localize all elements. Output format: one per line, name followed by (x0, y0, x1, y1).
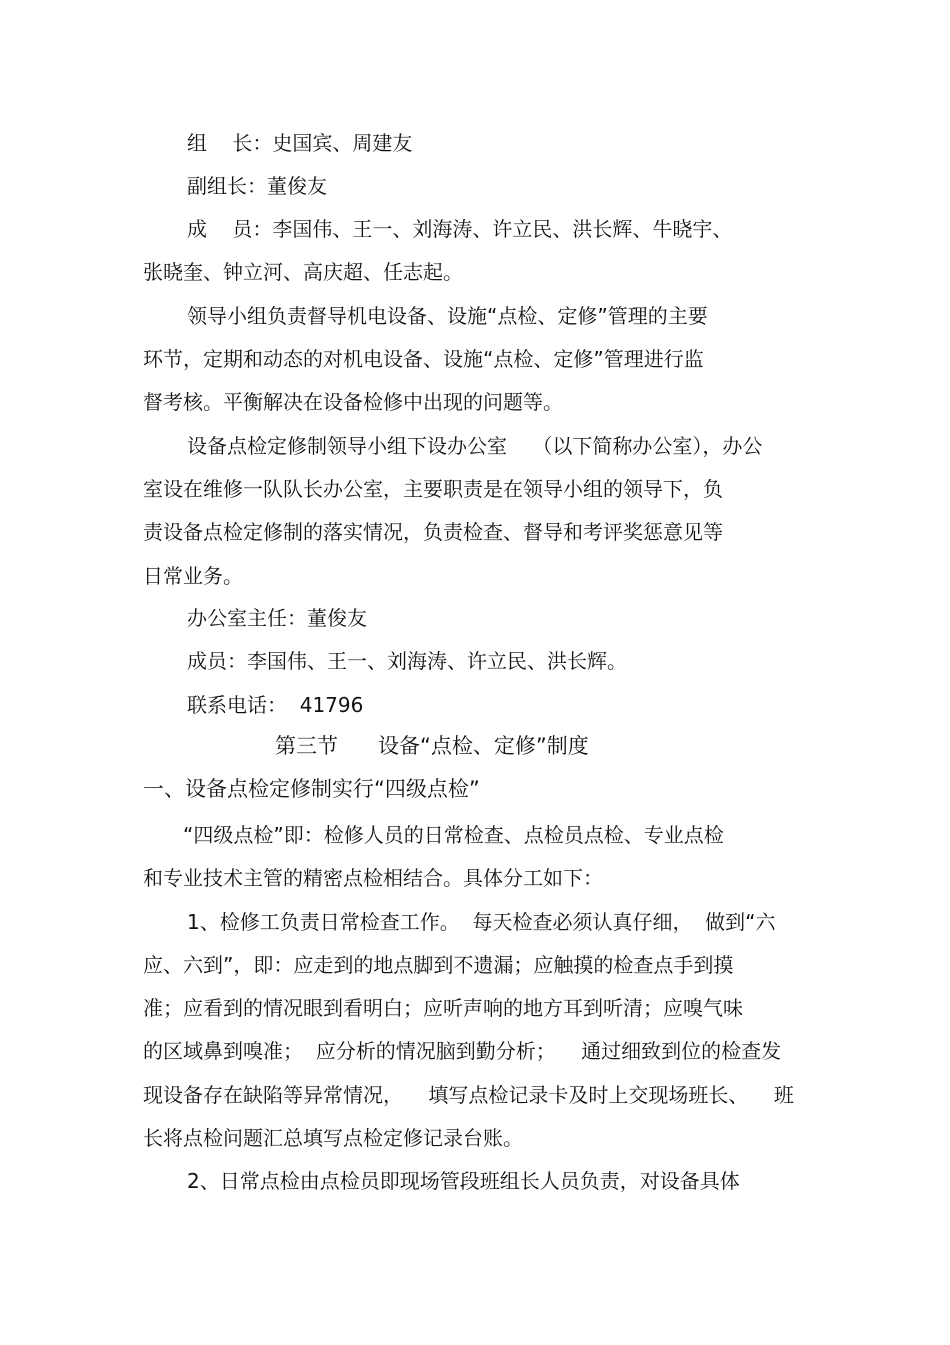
paragraph-line: “四级点检”即：检修人员的日常检查、点检员点检、专业点检 (183, 823, 724, 847)
paragraph-line: 现设备存在缺陷等异常情况， 填写点检记录卡及时上交现场班长、 班 (143, 1083, 794, 1107)
office-director-line: 办公室主任：董俊友 (187, 606, 367, 630)
paragraph-line: 日常业务。 (143, 564, 243, 588)
paragraph-line: 和专业技术主管的精密点检相结合。具体分工如下： (143, 866, 603, 890)
section-heading: 第三节 设备“点检、定修”制度 (275, 734, 589, 758)
paragraph-line: 设备点检定修制领导小组下设办公室 （以下简称办公室），办公 (187, 434, 763, 458)
contact-phone-line: 联系电话： 41796 (187, 693, 364, 717)
office-members-line: 成员：李国伟、王一、刘海涛、许立民、洪长辉。 (187, 649, 627, 673)
paragraph-line: 的区域鼻到嗅准； 应分析的情况脑到勤分析； 通过细致到位的检查发 (143, 1039, 782, 1063)
paragraph-line: 准；应看到的情况眼到看明白；应听声响的地方耳到听清；应嗅气味 (143, 996, 743, 1020)
members-line-1: 成 员：李国伟、王一、刘海涛、许立民、洪长辉、牛晓宇、 (187, 217, 733, 241)
paragraph-line: 长将点检问题汇总填写点检定修记录台账。 (143, 1126, 523, 1150)
paragraph-line: 责设备点检定修制的落实情况，负责检查、督导和考评奖惩意见等 (143, 520, 723, 544)
paragraph-line: 应、六到”，即：应走到的地点脚到不遗漏；应触摸的检查点手到摸 (143, 953, 734, 977)
paragraph-line: 领导小组负责督导机电设备、设施“点检、定修”管理的主要 (187, 304, 708, 328)
members-line-2: 张晓奎、钟立河、高庆超、任志起。 (143, 260, 463, 284)
subsection-heading: 一、设备点检定修制实行“四级点检” (143, 777, 480, 801)
paragraph-line: 督考核。平衡解决在设备检修中出现的问题等。 (143, 390, 563, 414)
paragraph-line: 室设在维修一队队长办公室，主要职责是在领导小组的领导下，负 (143, 477, 723, 501)
paragraph-line: 1、检修工负责日常检查工作。 每天检查必须认真仔细， 做到“六 (187, 910, 776, 934)
paragraph-line: 环节，定期和动态的对机电设备、设施“点检、定修”管理进行监 (143, 347, 704, 371)
paragraph-line: 2、日常点检由点检员即现场管段班组长人员负责，对设备具体 (187, 1169, 740, 1193)
deputy-leader-line: 副组长：董俊友 (187, 174, 327, 198)
leader-line: 组 长：史国宾、周建友 (187, 131, 413, 155)
